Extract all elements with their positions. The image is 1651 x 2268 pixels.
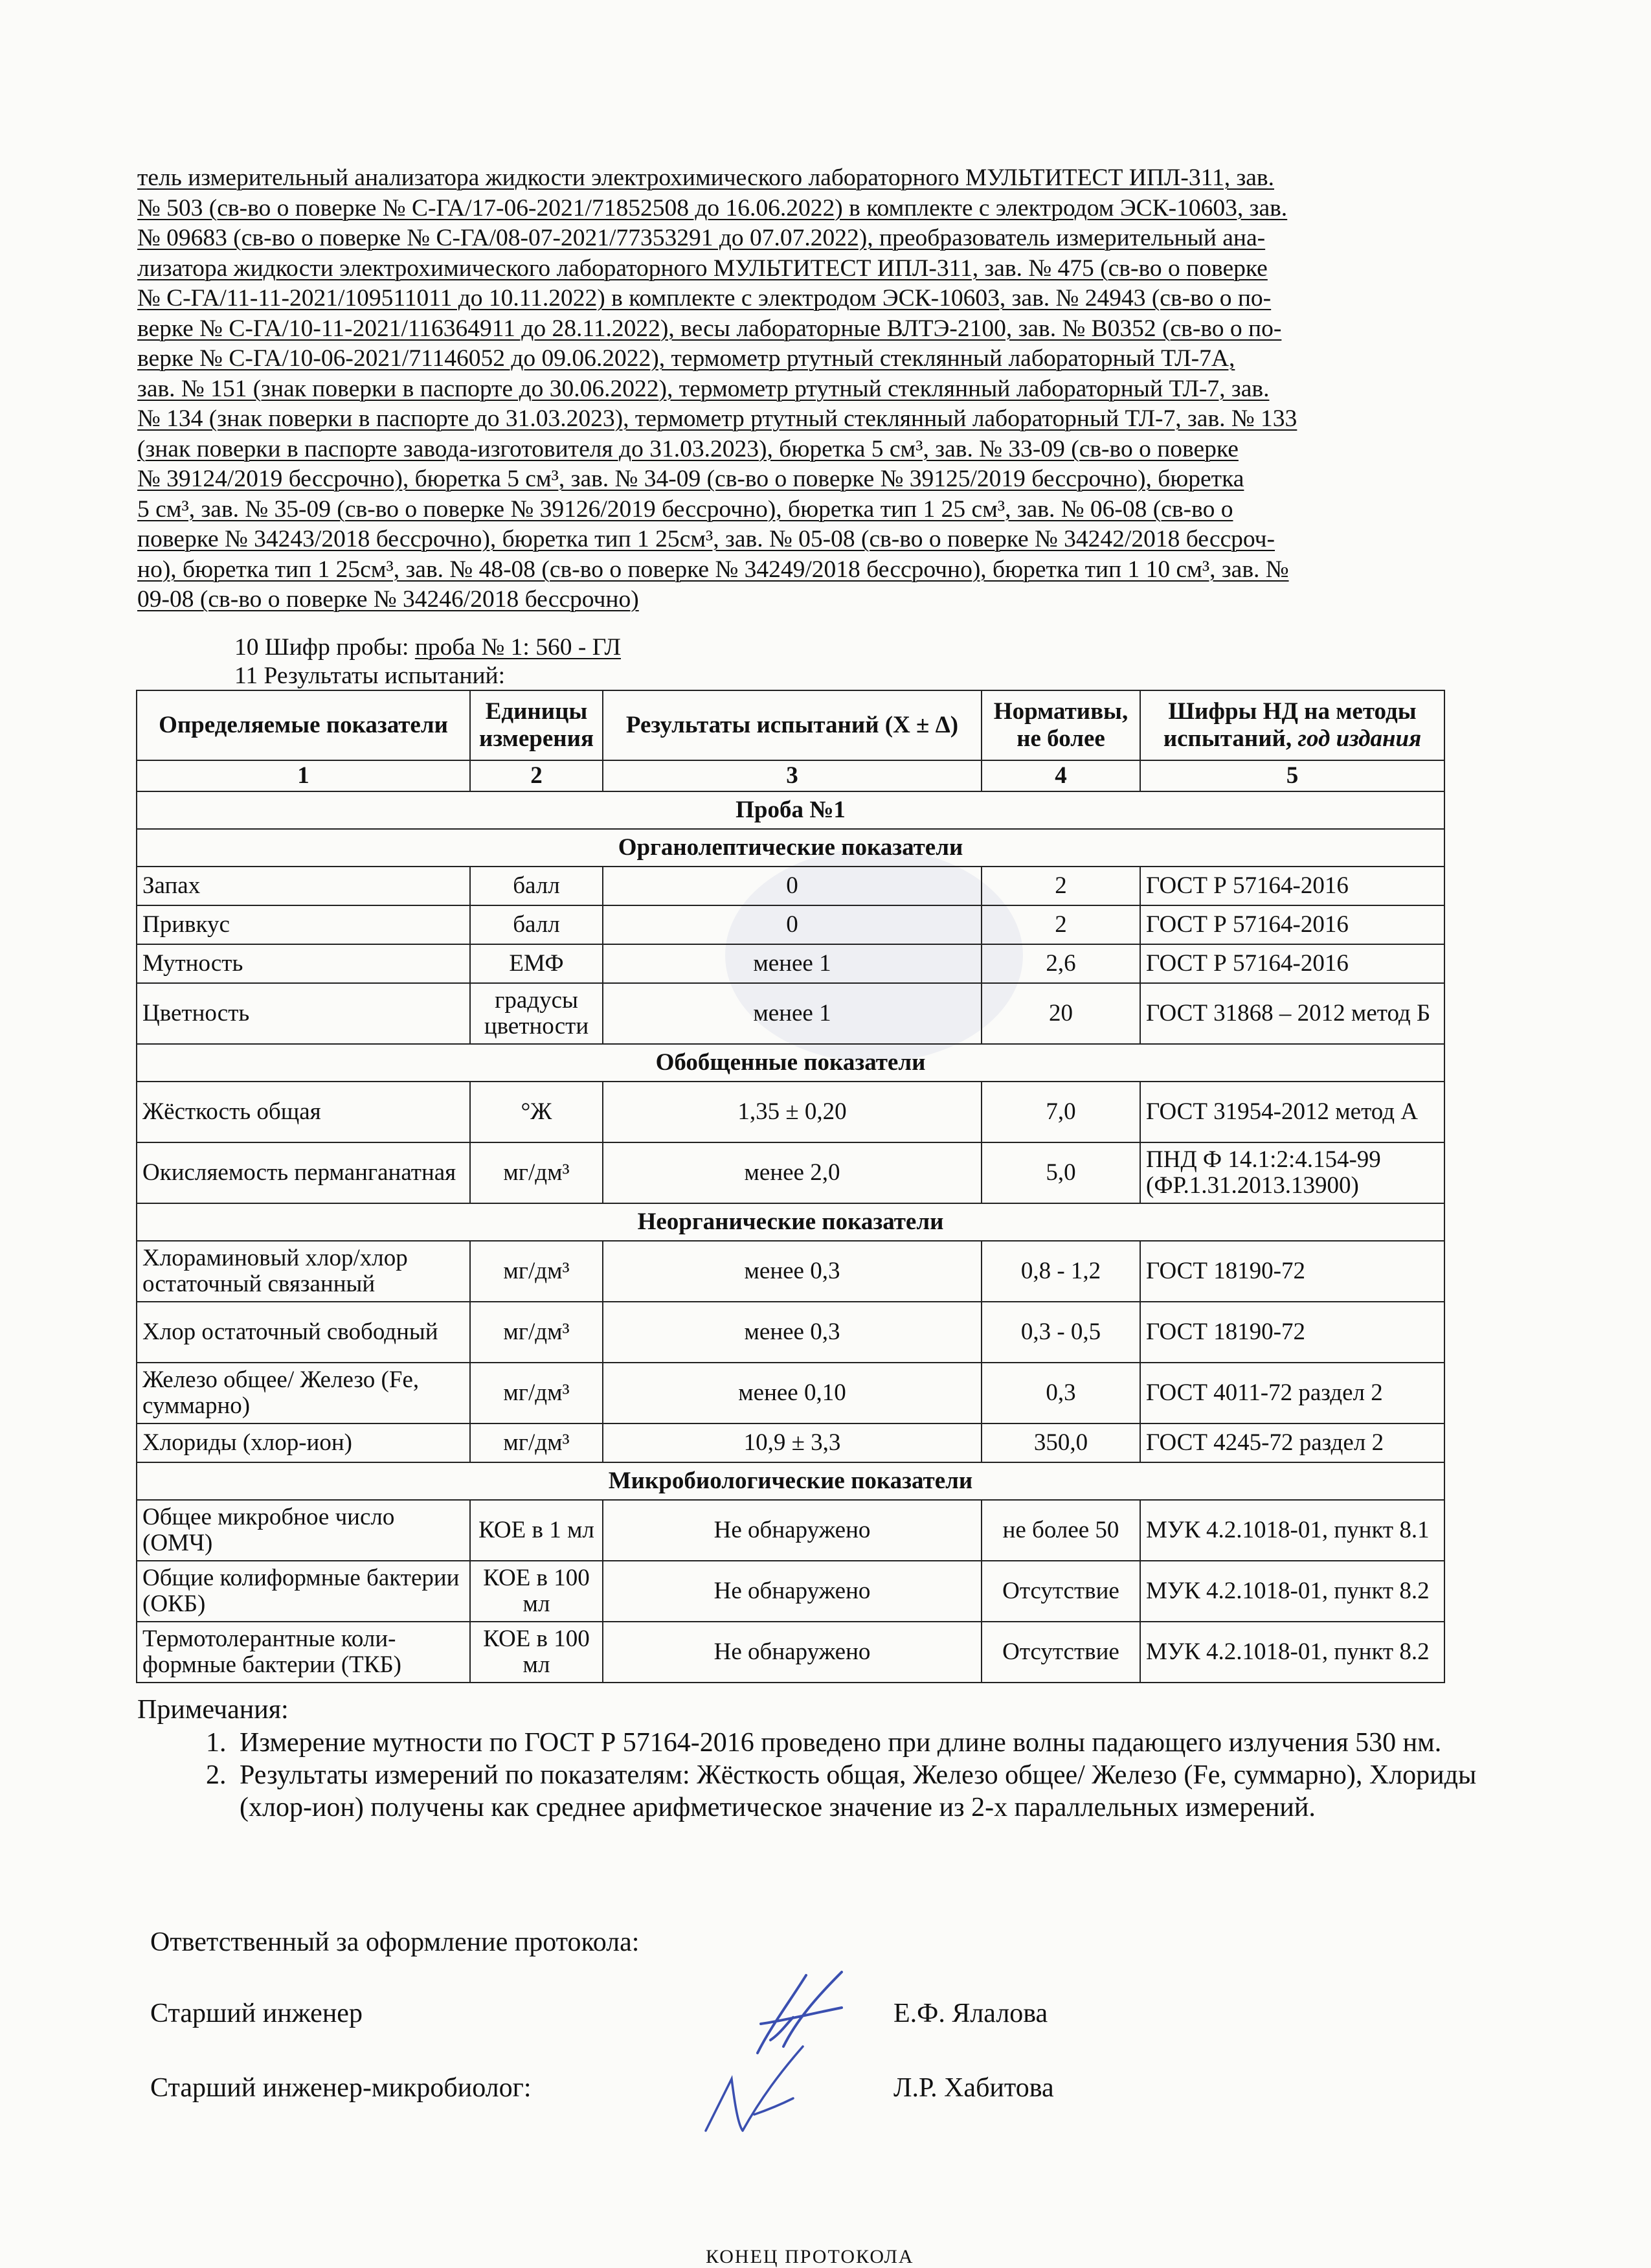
sample-title: Проба №1	[137, 791, 1444, 829]
table-row	[137, 867, 1444, 905]
cell-method: МУК 4.2.1018-01, пункт 8.1	[1140, 1500, 1444, 1561]
table-row	[137, 983, 1444, 1044]
intro-line: 09-08 (св-во о поверке № 34246/2018 бессрочно)	[137, 586, 639, 613]
cell-indicator: Общее микробное число (ОМЧ)	[137, 1500, 470, 1561]
cell-result: менее 0,10	[603, 1363, 982, 1423]
intro-line: зав. № 151 (знак поверки в паспорте до 30.06.2022), термометр ртутный стеклянный лабораторный ТЛ-7, зав.	[137, 375, 1270, 402]
cell-unit: °Ж	[470, 1082, 603, 1142]
cell-method: ГОСТ Р 57164-2016	[1140, 867, 1444, 905]
cell-result: менее 2,0	[603, 1142, 982, 1203]
cell-result: менее 0,3	[603, 1241, 982, 1302]
sample-code-value: проба № 1: 560 - ГЛ	[414, 634, 621, 661]
group-row	[137, 1044, 1444, 1082]
header-result: Результаты испытаний (X ± Δ)	[603, 690, 982, 760]
cell-unit: балл	[470, 905, 603, 944]
group-title: Микробиологические показатели	[137, 1462, 1444, 1500]
cell-norm: 0,8 - 1,2	[982, 1241, 1140, 1302]
group-title: Обобщенные показатели	[137, 1044, 1444, 1082]
cell-norm: 5,0	[982, 1142, 1140, 1203]
table-row	[137, 1561, 1444, 1622]
cell-indicator: Мутность	[137, 944, 470, 983]
cell-method: МУК 4.2.1018-01, пункт 8.2	[1140, 1561, 1444, 1622]
column-number: 5	[1140, 760, 1444, 791]
cell-norm: 20	[982, 983, 1140, 1044]
cell-result: 1,35 ± 0,20	[603, 1082, 982, 1142]
intro-line: (знак поверки в паспорте завода-изготовителя до 31.03.2023), бюретка 5 см³, зав. № 33-09 (св-во о поверке	[137, 435, 1239, 462]
header-method-italic: год издания	[1297, 725, 1422, 752]
intro-line: верке № С-ГА/10-06-2021/71146052 до 09.06.2022), термометр ртутный стеклянный лабораторный ТЛ-7А,	[137, 345, 1235, 372]
cell-method: ГОСТ 31954-2012 метод А	[1140, 1082, 1444, 1142]
signatory-name: Е.Ф. Ялалова	[893, 1999, 1048, 2028]
cell-method: ГОСТ Р 57164-2016	[1140, 944, 1444, 983]
intro-line: № 503 (св-во о поверке № С-ГА/17-06-2021/71852508 до 16.06.2022) в комплекте с электродом ЭСК-10603, зав.	[137, 194, 1288, 221]
cell-result: менее 0,3	[603, 1302, 982, 1363]
cell-unit: КОЕ в 100 мл	[470, 1561, 603, 1622]
cell-result: менее 1	[603, 944, 982, 983]
header-method	[1140, 690, 1444, 760]
note-item: 1. Измерение мутности по ГОСТ Р 57164-2016 проведено при длине волны падающего излучения 530 нм.	[233, 1727, 1502, 1759]
cell-indicator: Общие колиформные бактерии (ОКБ)	[137, 1561, 470, 1622]
header-indicator: Определяемые показатели	[137, 690, 470, 760]
column-number: 2	[470, 760, 603, 791]
notes-list	[175, 1727, 1502, 1824]
intro-line: № 39124/2019 бессрочно), бюретка 5 см³, зав. № 34-09 (св-во о поверке № 39125/2019 бессрочно), бюретка	[137, 466, 1244, 492]
intro-line: но), бюретка тип 1 25см³, зав. № 48-08 (св-во о поверке № 34249/2018 бессрочно), бюретка тип 1 10 см³, зав. №	[137, 556, 1289, 583]
cell-norm: 7,0	[982, 1082, 1140, 1142]
cell-indicator: Хлориды (хлор-ион)	[137, 1423, 470, 1462]
cell-method: ГОСТ 18190-72	[1140, 1241, 1444, 1302]
cell-unit: мг/дм³	[470, 1302, 603, 1363]
cell-unit: мг/дм³	[470, 1142, 603, 1203]
table-row	[137, 905, 1444, 944]
intro-line: тель измерительный анализатора жидкости электрохимического лабораторного МУЛЬТИТЕСТ ИПЛ-311, зав.	[137, 164, 1274, 191]
cell-indicator: Жёсткость общая	[137, 1082, 470, 1142]
signatory-name: Л.Р. Хабитова	[893, 2073, 1054, 2103]
cell-norm: 350,0	[982, 1423, 1140, 1462]
cell-result: 0	[603, 905, 982, 944]
cell-unit: градусы цветности	[470, 983, 603, 1044]
cell-method: ГОСТ 31868 – 2012 метод Б	[1140, 983, 1444, 1044]
responsible-label: Ответственный за оформление протокола:	[150, 1927, 640, 1957]
group-title: Органолептические показатели	[137, 829, 1444, 867]
cell-norm: Отсутствие	[982, 1622, 1140, 1683]
cell-norm: 2	[982, 867, 1140, 905]
column-number-row	[137, 760, 1444, 791]
intro-line: лизатора жидкости электрохимического лабораторного МУЛЬТИТЕСТ ИПЛ-311, зав. № 475 (св-во о поверке	[137, 255, 1268, 282]
cell-method: ГОСТ 18190-72	[1140, 1302, 1444, 1363]
cell-norm: 0,3	[982, 1363, 1140, 1423]
table-row	[137, 1302, 1444, 1363]
cell-indicator: Окисляемость перманганатная	[137, 1142, 470, 1203]
note-item: 2. Результаты измерений по показателям: Жёсткость общая, Железо общее/ Железо (Fe, суммарно), Хлориды (хлор-ион) получены как среднее арифметическое значение из 2-х параллельных измерений.	[233, 1759, 1502, 1824]
intro-line: поверке № 34243/2018 бессрочно), бюретка тип 1 25см³, зав. № 05-08 (св-во о поверке № 34242/2018 бессроч-	[137, 526, 1275, 552]
cell-unit: мг/дм³	[470, 1363, 603, 1423]
end-of-protocol: КОНЕЦ ПРОТОКОЛА	[706, 2246, 914, 2267]
cell-indicator: Цветность	[137, 983, 470, 1044]
results-table	[136, 690, 1445, 1683]
cell-indicator: Запах	[137, 867, 470, 905]
cell-result: 0	[603, 867, 982, 905]
signatory-role: Старший инженер-микробиолог:	[150, 2073, 532, 2103]
cell-unit: мг/дм³	[470, 1241, 603, 1302]
intro-line: № 09683 (св-во о поверке № С-ГА/08-07-2021/77353291 до 07.07.2022), преобразователь измерительный ана-	[137, 225, 1266, 251]
intro-line: № 134 (знак поверки в паспорте до 31.03.2023), термометр ртутный стеклянный лабораторный ТЛ-7, зав. № 133	[137, 405, 1297, 432]
cell-method: ПНД Ф 14.1:2:4.154-99 (ФР.1.31.2013.13900)	[1140, 1142, 1444, 1203]
table-row	[137, 1500, 1444, 1561]
cell-indicator: Железо общее/ Железо (Fe, суммарно)	[137, 1363, 470, 1423]
sample-row	[137, 791, 1444, 829]
cell-result: Не обнаружено	[603, 1500, 982, 1561]
cell-unit: мг/дм³	[470, 1423, 603, 1462]
column-number: 1	[137, 760, 470, 791]
header-unit: Единицы измерения	[470, 690, 603, 760]
cell-norm: не более 50	[982, 1500, 1140, 1561]
cell-method: ГОСТ Р 57164-2016	[1140, 905, 1444, 944]
header-method-text: Шифры НД на методы испытаний,	[1163, 698, 1417, 752]
column-number: 3	[603, 760, 982, 791]
table-row	[137, 944, 1444, 983]
intro-line: верке № С-ГА/10-11-2021/116364911 до 28.11.2022), весы лабораторные ВЛТЭ-2100, зав. № В0352 (св-во о по-	[137, 315, 1282, 342]
cell-norm: 2,6	[982, 944, 1140, 983]
table-row	[137, 1142, 1444, 1203]
cell-method: ГОСТ 4011-72 раздел 2	[1140, 1363, 1444, 1423]
cell-result: 10,9 ± 3,3	[603, 1423, 982, 1462]
cell-indicator: Термотолерантные коли-формные бактерии (ТКБ)	[137, 1622, 470, 1683]
header-norm: Нормативы, не более	[982, 690, 1140, 760]
cell-method: ГОСТ 4245-72 раздел 2	[1140, 1423, 1444, 1462]
group-row	[137, 829, 1444, 867]
cell-result: Не обнаружено	[603, 1561, 982, 1622]
equipment-paragraph	[137, 163, 1444, 615]
notes-title: Примечания:	[137, 1695, 289, 1725]
cell-result: Не обнаружено	[603, 1622, 982, 1683]
group-row	[137, 1203, 1444, 1241]
table-row	[137, 1363, 1444, 1423]
table-header-row	[137, 690, 1444, 760]
cell-indicator: Хлор остаточный свободный	[137, 1302, 470, 1363]
table-row	[137, 1241, 1444, 1302]
cell-unit: КОЕ в 100 мл	[470, 1622, 603, 1683]
cell-result: менее 1	[603, 983, 982, 1044]
intro-line: № С-ГА/11-11-2021/109511011 до 10.11.2022) в комплекте с электродом ЭСК-10603, зав. № 24943 (св-во о по-	[137, 285, 1272, 312]
cell-norm: 2	[982, 905, 1140, 944]
intro-line: 5 см³, зав. № 35-09 (св-во о поверке № 39126/2019 бессрочно), бюретка тип 1 25 см³, зав. № 06-08 (св-во о	[137, 495, 1233, 523]
sample-code-label: 10 Шифр пробы:	[234, 634, 415, 661]
cell-norm: Отсутствие	[982, 1561, 1140, 1622]
cell-indicator: Привкус	[137, 905, 470, 944]
table-row	[137, 1082, 1444, 1142]
signatory-role: Старший инженер	[150, 1999, 363, 2028]
cell-unit: ЕМФ	[470, 944, 603, 983]
results-heading: 11 Результаты испытаний:	[234, 663, 506, 689]
cell-unit: балл	[470, 867, 603, 905]
cell-method: МУК 4.2.1018-01, пункт 8.2	[1140, 1622, 1444, 1683]
cell-unit: КОЕ в 1 мл	[470, 1500, 603, 1561]
handwritten-signature-2	[696, 2034, 826, 2144]
group-title: Неорганические показатели	[137, 1203, 1444, 1241]
cell-indicator: Хлораминовый хлор/хлор остаточный связанный	[137, 1241, 470, 1302]
table-body	[137, 791, 1444, 1683]
sample-code	[234, 633, 621, 662]
group-row	[137, 1462, 1444, 1500]
column-number: 4	[982, 760, 1140, 791]
table-row	[137, 1622, 1444, 1683]
cell-norm: 0,3 - 0,5	[982, 1302, 1140, 1363]
table-row	[137, 1423, 1444, 1462]
